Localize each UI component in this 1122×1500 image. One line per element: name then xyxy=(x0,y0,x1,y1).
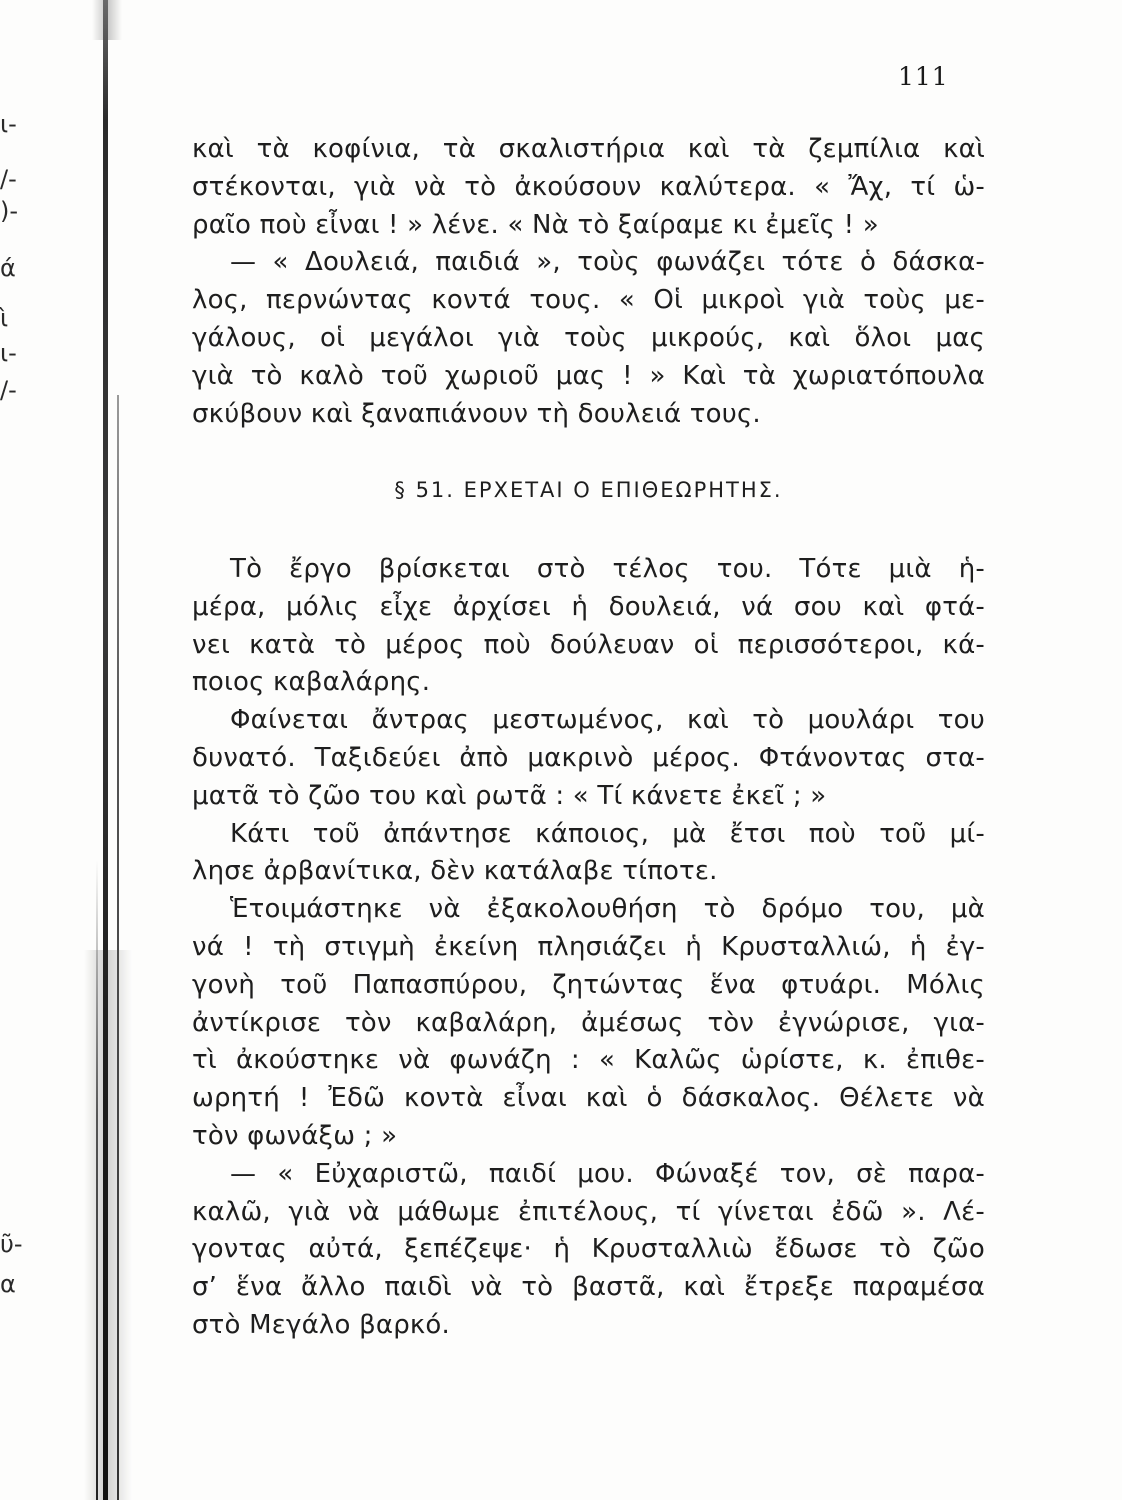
text-line: γιὰ τὸ καλὸ τοῦ χωριοῦ μας ! » Καὶ τὰ χωριατόπουλα xyxy=(192,360,985,391)
margin-fragment: ά xyxy=(0,254,16,282)
text-line: τὸν φωνάξω ; » xyxy=(192,1120,398,1151)
text-line: ωρητή ! Ἐδῶ κοντὰ εἶναι καὶ ὁ δάσκαλος. Θέλετε νὰ xyxy=(192,1083,985,1114)
paragraph xyxy=(192,891,985,1156)
text-line: Φαίνεται ἄντρας μεστωμένος, καὶ τὸ μουλάρι του xyxy=(230,705,985,736)
binding-gutter-line xyxy=(103,0,108,1500)
text-line: τὶ ἀκούστηκε νὰ φωνάζη : « Καλῶς ὡρίστε, κ. ἐπιθε- xyxy=(192,1045,985,1076)
paragraph xyxy=(192,702,985,815)
text-line: στὸ Μεγάλο βαρκό. xyxy=(192,1309,451,1340)
text-line: καλῶ, γιὰ νὰ μάθωμε ἐπιτέλους, τί γίνεται ἐδῶ ». Λέ- xyxy=(192,1196,985,1227)
margin-fragment: ι- xyxy=(0,339,17,367)
text-line: νει κατὰ τὸ μέρος ποὺ δούλευαν οἱ περισσότεροι, κά- xyxy=(192,629,985,660)
text-line: καὶ τὰ κοφίνια, τὰ σκαλιστήρια καὶ τὰ ζεμπίλια καὶ xyxy=(192,134,985,164)
text-line: ματᾶ τὸ ζῶο του καὶ ρωτᾶ : « Τί κάνετε ἐκεῖ ; » xyxy=(192,780,827,811)
text-line: λος, περνώντας κοντά τους. « Οἱ μικροὶ γιὰ τοὺς με- xyxy=(192,285,985,316)
margin-fragment: )- xyxy=(0,197,19,225)
margin-fragment: α xyxy=(0,1270,16,1298)
margin-fragment: ὶ xyxy=(0,304,9,332)
text-line: νά ! τὴ στιγμὴ ἐκείνη πλησιάζει ἡ Κρυσταλλιώ, ἡ ἐγ- xyxy=(192,931,985,962)
text-line: Τὸ ἔργο βρίσκεται στὸ τέλος του. Τότε μιὰ ἡ- xyxy=(230,554,985,584)
text-line: μέρα, μόλις εἶχε ἀρχίσει ἡ δουλειά, νά σου καὶ φτά- xyxy=(192,591,985,622)
margin-fragment: ι- xyxy=(0,110,17,138)
section-body-text xyxy=(192,551,985,1345)
text-line: σκύβουν καὶ ξαναπιάνουν τὴ δουλειά τους. xyxy=(192,398,761,429)
text-line: γοντας αὐτά, ξεπέζεψε· ἡ Κρυσταλλιὼ ἔδωσε τὸ ζῶο xyxy=(192,1234,985,1265)
text-line: ραῖο ποὺ εἶναι ! » λένε. « Νὰ τὸ ξαίραμε κι ἐμεῖς ! » xyxy=(192,209,879,240)
text-line: γονὴ τοῦ Παπασπύρου, ζητώντας ἕνα φτυάρι. Μόλις xyxy=(192,969,985,1000)
binding-edge-line xyxy=(117,395,119,1500)
text-line: δυνατό. Ταξιδεύει ἀπὸ μακρινὸ μέρος. Φτάνοντας στα- xyxy=(192,742,985,773)
continued-body-text xyxy=(192,131,985,433)
text-line: ἀντίκρισε τὸν καβαλάρη, ἀμέσως τὸν ἐγνώρισε, για- xyxy=(192,1007,985,1038)
binding-fold-line xyxy=(96,860,98,1500)
margin-fragment: /- xyxy=(0,165,17,193)
paragraph xyxy=(192,1156,985,1345)
text-line: στέκονται, γιὰ νὰ τὸ ἀκούσουν καλύτερα. « Ἄχ, τί ὡ- xyxy=(192,171,985,202)
paragraph xyxy=(192,551,985,702)
text-line: ποιος καβαλάρης. xyxy=(192,667,431,698)
section-heading: § 51. ΕΡΧΕΤΑΙ Ο ΕΠΙΘΕΩΡΗΤΗΣ. xyxy=(394,478,783,502)
text-line: — « Εὐχαριστῶ, παιδί μου. Φώναξέ τον, σὲ παρα- xyxy=(230,1158,985,1189)
margin-fragment: /- xyxy=(0,376,17,404)
paragraph xyxy=(192,816,985,892)
text-line: σ’ ἕνα ἄλλο παιδὶ νὰ τὸ βαστᾶ, καὶ ἔτρεξε παραμέσα xyxy=(192,1272,985,1303)
paragraph xyxy=(192,244,985,433)
paragraph xyxy=(192,131,985,244)
text-line: Ἑτοιμάστηκε νὰ ἐξακολουθήση τὸ δρόμο του, μὰ xyxy=(230,894,985,925)
binding-shadow xyxy=(84,950,132,1500)
text-line: γάλους, οἱ μεγάλοι γιὰ τοὺς μικρούς, καὶ ὅλοι μας xyxy=(192,322,985,353)
margin-fragment: ῦ- xyxy=(0,1230,23,1258)
text-line: λησε ἀρβανίτικα, δὲν κατάλαβε τίποτε. xyxy=(192,856,718,887)
text-line: — « Δουλειά, παιδιά », τοὺς φωνάζει τότε ὁ δάσκα- xyxy=(230,247,985,278)
text-line: Κάτι τοῦ ἀπάντησε κάποιος, μὰ ἔτσι ποὺ τοῦ μί- xyxy=(230,818,985,849)
page-number: 111 xyxy=(898,62,949,91)
